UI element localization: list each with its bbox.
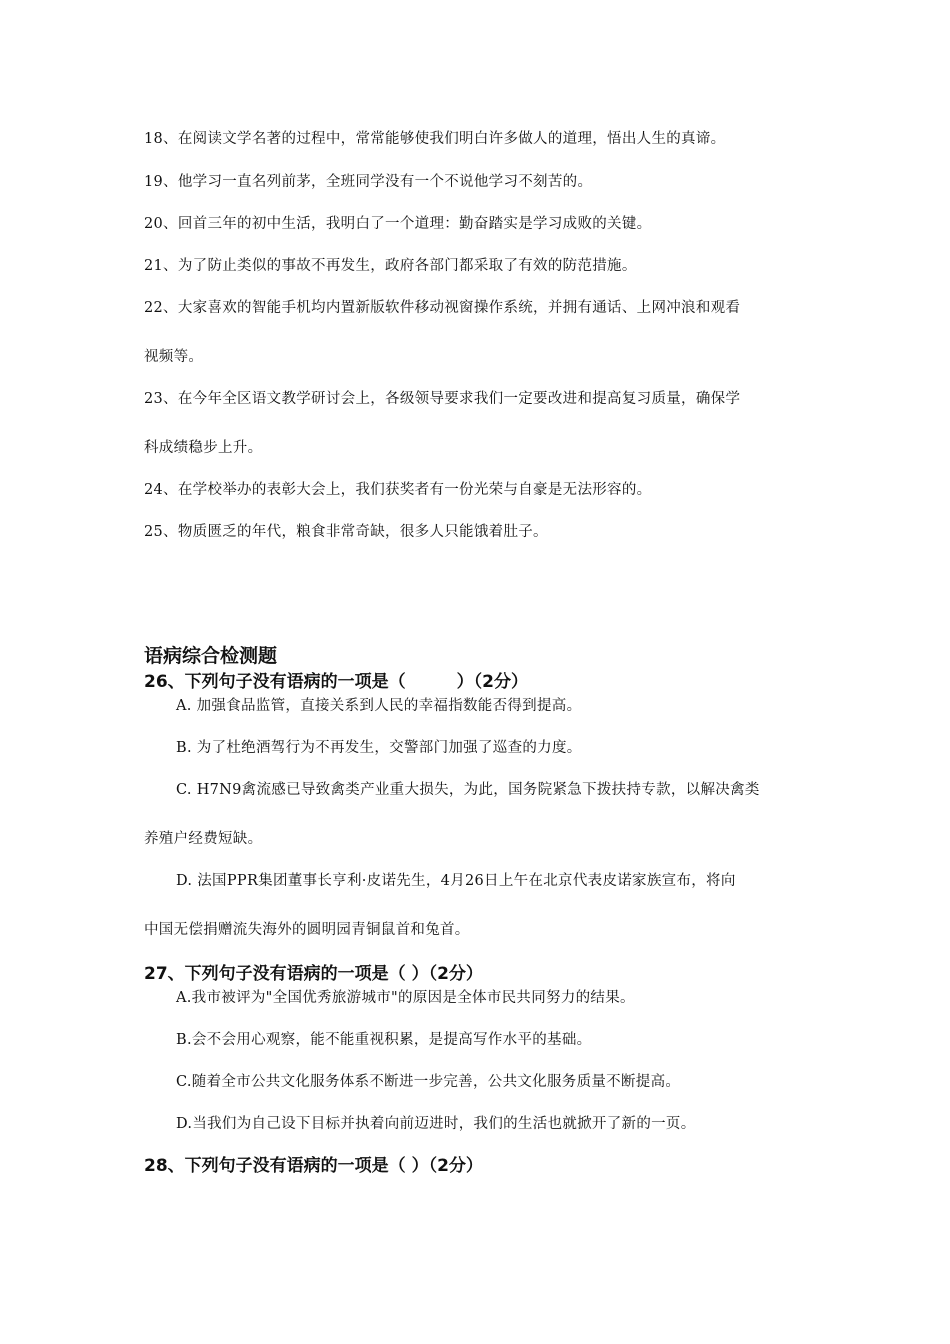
question-27-option-b: B.会不会用心观察，能不能重视积累，是提高写作水平的基础。: [176, 1032, 592, 1048]
question-27-option-c: C.随着全市公共文化服务体系不断进一步完善，公共文化服务质量不断提高。: [176, 1074, 681, 1090]
question-27-option-a: A.我市被评为"全国优秀旅游城市"的原因是全体市民共同努力的结果。: [176, 990, 635, 1006]
question-27-title: 27、下列句子没有语病的一项是（ ）（2分）: [144, 964, 483, 984]
question-26-option-c-line1: C. H7N9禽流感已导致禽类产业重大损失，为此，国务院紧急下拨扶持专款，以解决禽类: [176, 782, 760, 798]
sentence-18: 18、在阅读文学名著的过程中，常常能够使我们明白许多做人的道理，悟出人生的真谛。: [144, 131, 726, 147]
question-26-option-c-line2: 养殖户经费短缺。: [144, 831, 263, 847]
question-26-option-b: B. 为了杜绝酒驾行为不再发生，交警部门加强了巡查的力度。: [176, 740, 582, 756]
sentence-23-line2: 科成绩稳步上升。: [144, 440, 263, 456]
question-26-option-d-line2: 中国无偿捐赠流失海外的圆明园青铜鼠首和兔首。: [144, 922, 470, 938]
sentence-20: 20、回首三年的初中生活，我明白了一个道理：勤奋踏实是学习成败的关键。: [144, 216, 652, 232]
sentence-19: 19、他学习一直名列前茅，全班同学没有一个不说他学习不刻苦的。: [144, 174, 593, 190]
question-26-title: 26、下列句子没有语病的一项是（ ）（2分）: [144, 672, 528, 692]
question-26-option-a: A. 加强食品监管，直接关系到人民的幸福指数能否得到提高。: [176, 698, 582, 714]
sentence-22-line2: 视频等。: [144, 349, 204, 365]
sentence-25: 25、物质匮乏的年代，粮食非常奇缺，很多人只能饿着肚子。: [144, 524, 548, 540]
sentence-21: 21、为了防止类似的事故不再发生，政府各部门都采取了有效的防范措施。: [144, 258, 637, 274]
sentence-22-line1: 22、大家喜欢的智能手机均内置新版软件移动视窗操作系统，并拥有通话、上网冲浪和观看: [144, 300, 741, 316]
question-27-option-d: D.当我们为自己设下目标并执着向前迈进时，我们的生活也就掀开了新的一页。: [176, 1116, 696, 1132]
sentence-24: 24、在学校举办的表彰大会上，我们获奖者有一份光荣与自豪是无法形容的。: [144, 482, 652, 498]
question-26-option-d-line1: D. 法国PPR集团董事长亨利·皮诺先生，4月26日上午在北京代表皮诺家族宣布，将向: [176, 873, 736, 889]
sentence-23-line1: 23、在今年全区语文教学研讨会上，各级领导要求我们一定要改进和提高复习质量，确保学: [144, 391, 741, 407]
section-title: 语病综合检测题: [144, 645, 278, 667]
question-28-title: 28、下列句子没有语病的一项是（ ）（2分）: [144, 1156, 483, 1176]
